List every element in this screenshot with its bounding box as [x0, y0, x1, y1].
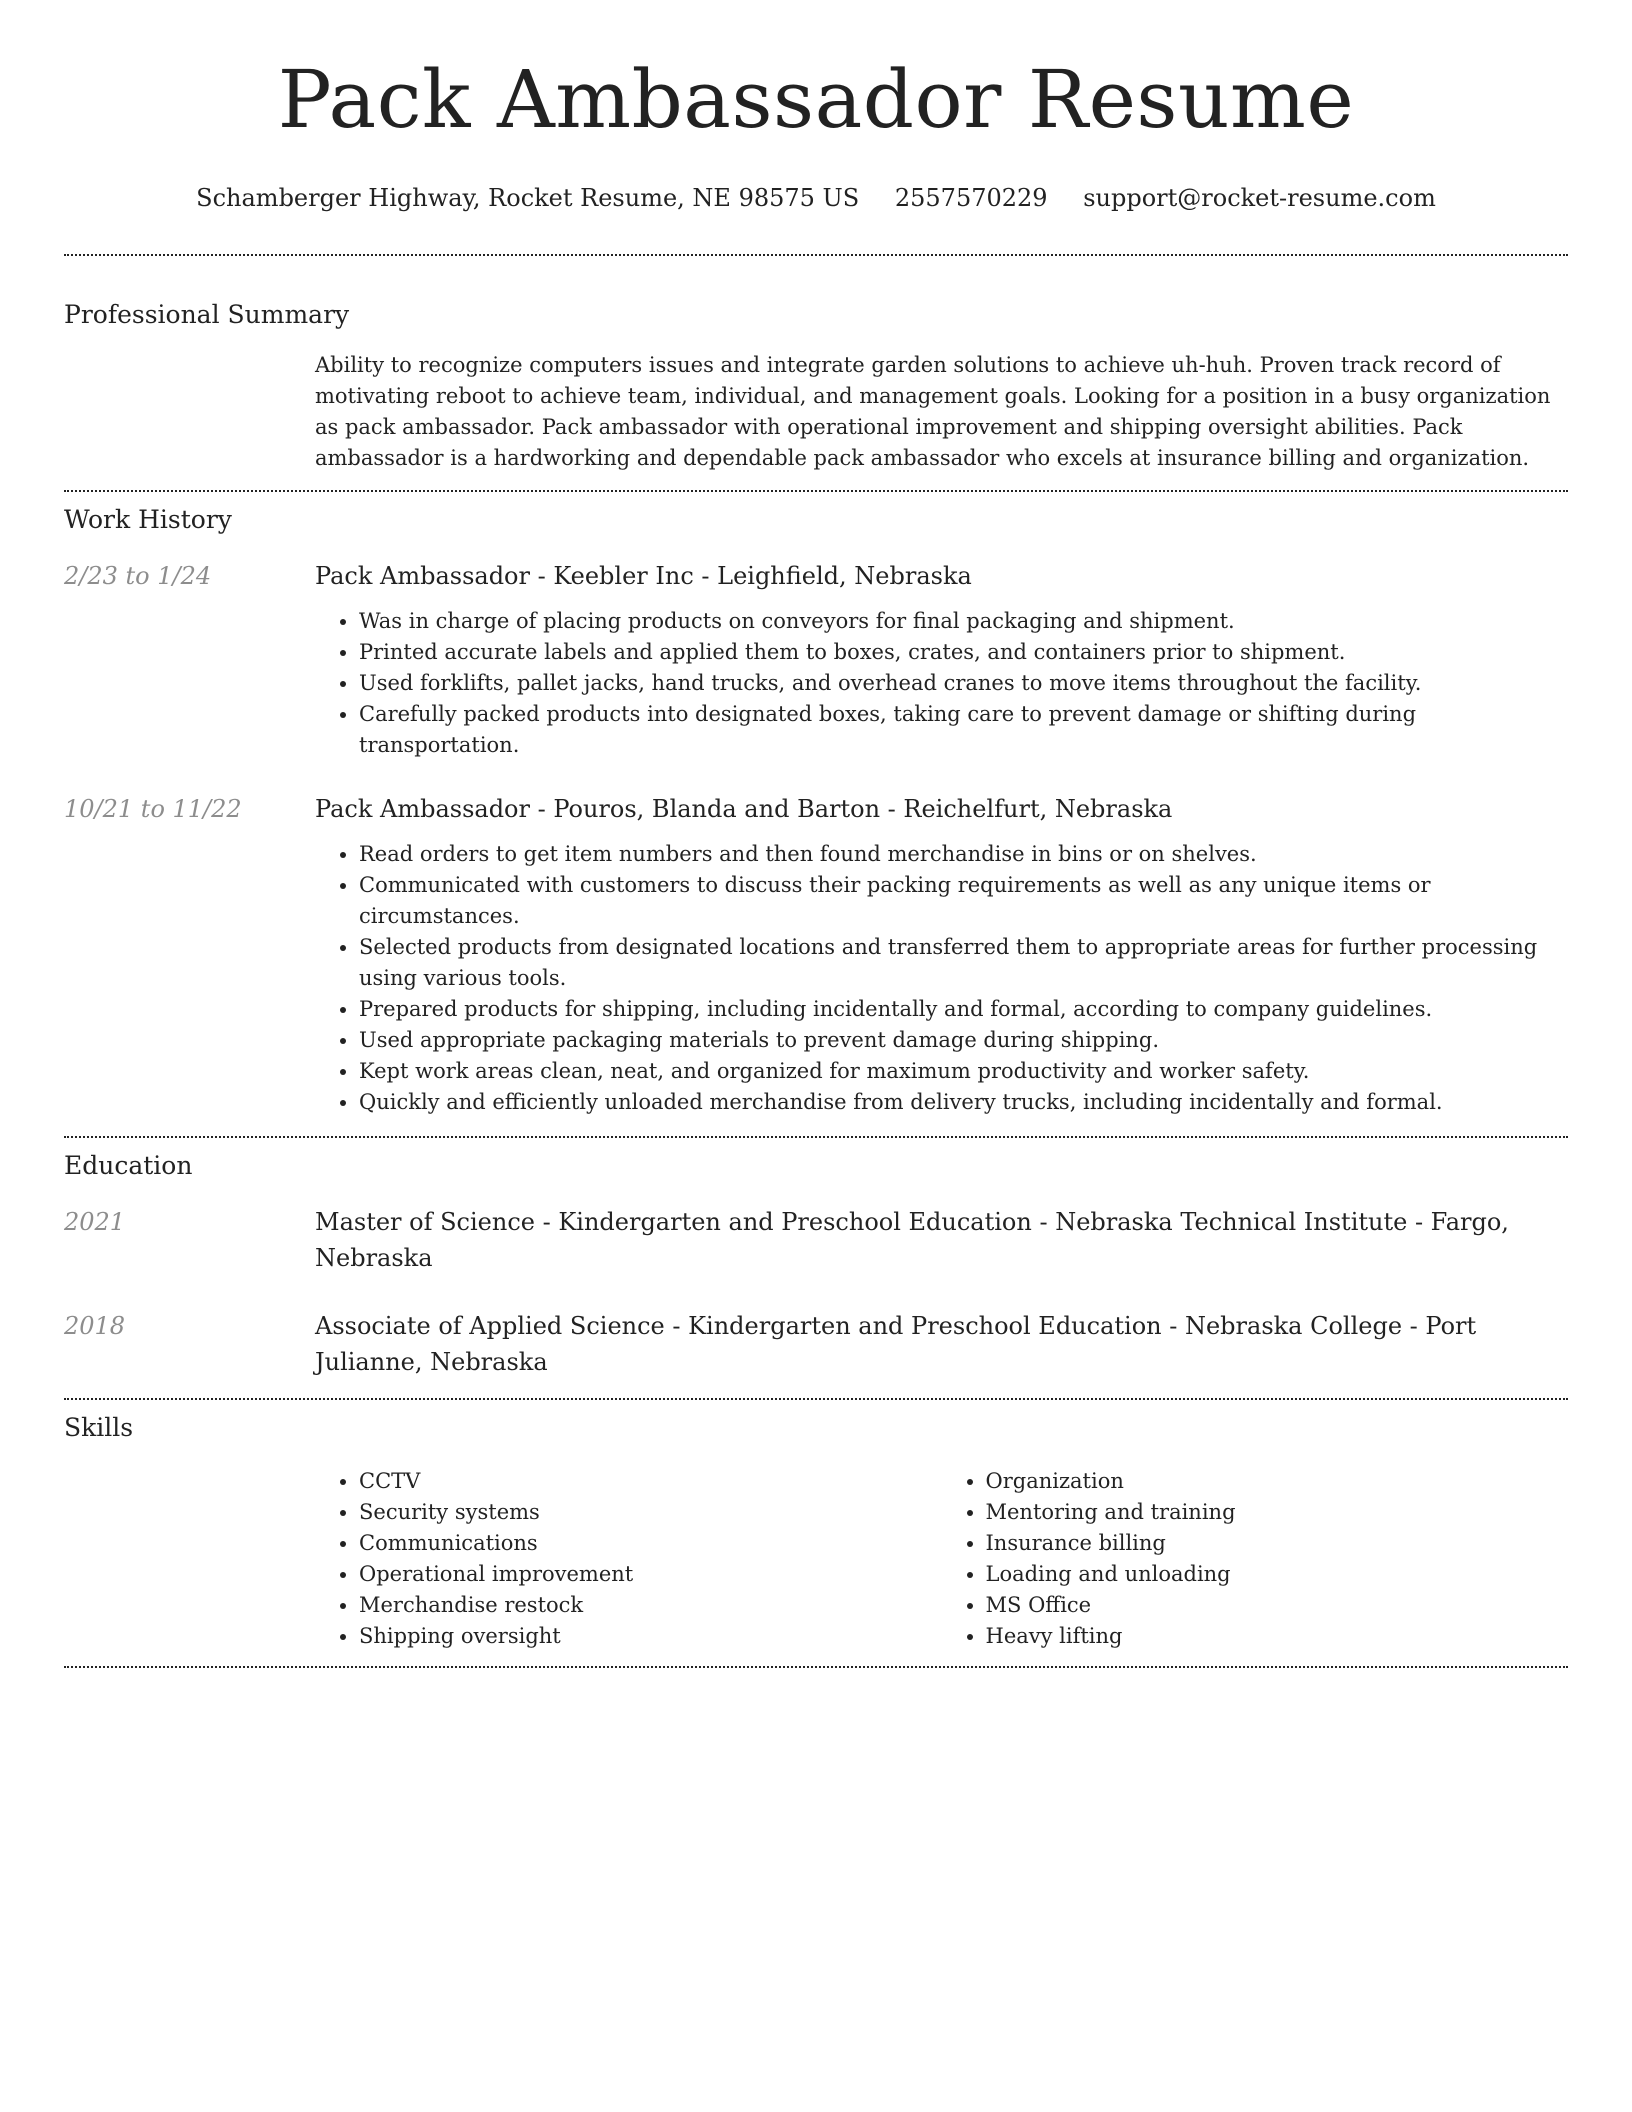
education-entry [64, 1308, 1568, 1380]
education-year: 2021 [64, 1208, 126, 1236]
skills-divider [64, 1666, 1568, 1668]
work-heading: Work History [64, 505, 232, 534]
job-title: Pack Ambassador - Pouros, Blanda and Barton - Reichelfurt, Nebraska [315, 795, 1173, 823]
job-dates: 2/23 to 1/24 [64, 562, 212, 590]
job-bullets [315, 839, 1568, 1118]
skill-item: • Mentoring and training [986, 1497, 1569, 1528]
list-item: • Carefully packed products into designated boxes, taking care to prevent damage or shifting during transportation. [359, 699, 1568, 761]
list-item: • Read orders to get item numbers and then found merchandise in bins or on shelves. [359, 839, 1568, 870]
skills-column-2 [942, 1466, 1569, 1652]
skill-item: • Loading and unloading [986, 1559, 1569, 1590]
list-item: • Printed accurate labels and applied them to boxes, crates, and containers prior to shipment. [359, 637, 1568, 668]
education-school: - Nebraska College - Port Julianne, Nebraska [315, 1312, 1477, 1376]
job-dates: 10/21 to 11/22 [64, 795, 242, 823]
contact-address: Schamberger Highway, Rocket Resume, NE 98575 US [196, 184, 860, 212]
skills-column-1 [315, 1466, 942, 1652]
job-title: Pack Ambassador - Keebler Inc - Leighfield, Nebraska [315, 562, 972, 590]
summary-heading: Professional Summary [64, 300, 350, 329]
work-section [64, 504, 1568, 1118]
job-entry [64, 791, 1568, 1118]
skills-section [64, 1412, 1568, 1652]
summary-divider [64, 490, 1568, 492]
education-details [315, 1204, 1568, 1276]
summary-text: Ability to recognize computers issues and integrate garden solutions to achieve uh-huh. Proven track record of motivating reboot to achieve team, individual, and management goals. Looking for a position in a busy organization as pack ambassador. Pack ambassador with operational improvement and shipping oversight abilities. Pack ambassador is a hardworking and dependable pack ambassador who excels at insurance billing and organization. [315, 353, 1551, 470]
contact-email: support@rocket-resume.com [1083, 184, 1436, 212]
skill-item: • Merchandise restock [359, 1590, 942, 1621]
skill-item: • MS Office [986, 1590, 1569, 1621]
list-item: • Kept work areas clean, neat, and organized for maximum productivity and worker safety. [359, 1056, 1568, 1087]
education-details [315, 1308, 1568, 1380]
education-year: 2018 [64, 1312, 126, 1340]
skill-item: • Heavy lifting [986, 1621, 1569, 1652]
education-divider [64, 1398, 1568, 1400]
list-item: • Was in charge of placing products on conveyors for final packaging and shipment. [359, 606, 1568, 637]
education-degree: Associate of Applied Science - Kindergarten and Preschool Education [315, 1312, 1162, 1340]
resume-title: Pack Ambassador Resume [277, 53, 1355, 146]
job-entry [64, 558, 1568, 761]
contact-line [64, 182, 1568, 214]
list-item: • Used appropriate packaging materials to prevent damage during shipping. [359, 1025, 1568, 1056]
header-divider [64, 254, 1568, 256]
skill-item: • Operational improvement [359, 1559, 942, 1590]
education-school: - Nebraska Technical Institute - Fargo, Nebraska [315, 1208, 1509, 1272]
list-item: • Communicated with customers to discuss their packing requirements as well as any unique items or circumstances. [359, 870, 1568, 932]
skills-grid [315, 1466, 1568, 1652]
skill-item: • Security systems [359, 1497, 942, 1528]
job-bullets [315, 606, 1568, 761]
skill-item: • Insurance billing [986, 1528, 1569, 1559]
skill-item: • CCTV [359, 1466, 942, 1497]
list-item: • Used forklifts, pallet jacks, hand trucks, and overhead cranes to move items throughout the facility. [359, 668, 1568, 699]
education-entry [64, 1204, 1568, 1276]
education-heading: Education [64, 1151, 193, 1180]
list-item: • Prepared products for shipping, including incidentally and formal, according to company guidelines. [359, 994, 1568, 1025]
skills-heading: Skills [64, 1413, 134, 1442]
contact-phone: 2557570229 [894, 184, 1048, 212]
list-item: • Selected products from designated locations and transferred them to appropriate areas for further processing using various tools. [359, 932, 1568, 994]
skill-item: • Shipping oversight [359, 1621, 942, 1652]
education-section [64, 1150, 1568, 1380]
list-item: • Quickly and efficiently unloaded merchandise from delivery trucks, including incidentally and formal. [359, 1087, 1568, 1118]
skill-item: • Communications [359, 1528, 942, 1559]
education-degree: Master of Science - Kindergarten and Preschool Education [315, 1208, 1032, 1236]
skill-item: • Organization [986, 1466, 1569, 1497]
work-divider [64, 1136, 1568, 1138]
summary-section [64, 299, 1568, 474]
